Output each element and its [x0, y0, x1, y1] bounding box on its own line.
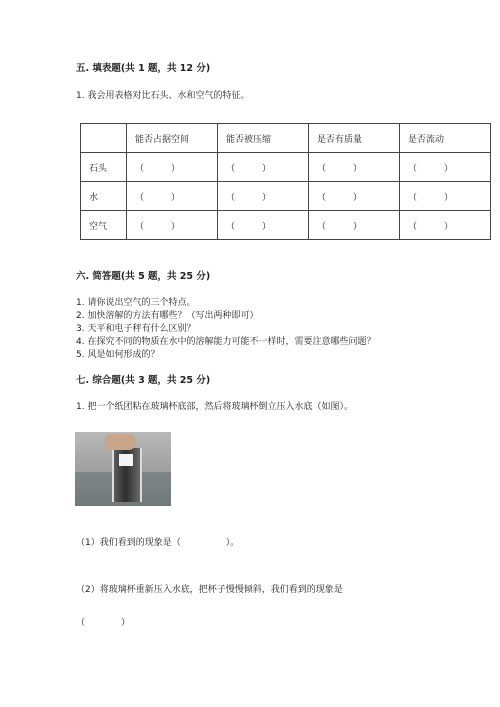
answer-blank[interactable]: （ ） [309, 211, 400, 240]
row-label: 空气 [81, 211, 127, 240]
answer-blank[interactable]: （ ） [400, 153, 491, 182]
question-6-4: 4. 在探究不同的物质在水中的溶解能力可能不一样时，需要注意哪些问题？ [76, 337, 376, 347]
section-7-heading: 七. 综合题(共 3 题，共 25 分) [76, 375, 211, 386]
header-cell: 是否有质量 [309, 124, 400, 153]
question-7-1: 1. 把一个纸团粘在玻璃杯底部，然后将玻璃杯倒立压入水底（如图）。 [76, 402, 353, 412]
header-cell [81, 124, 127, 153]
question-6-5: 5. 风是如何形成的？ [76, 350, 160, 360]
answer-blank[interactable]: （ ） [127, 153, 218, 182]
answer-blank[interactable]: （ ） [400, 211, 491, 240]
question-5-1: 1. 我会用表格对比石头、水和空气的特征。 [76, 91, 250, 101]
table-header-row [81, 124, 491, 153]
answer-blank[interactable]: （ ） [400, 182, 491, 211]
hand [105, 434, 135, 450]
answer-blank[interactable]: （ ） [127, 182, 218, 211]
header-cell: 能否占据空间 [127, 124, 218, 153]
glass-in-water-photo [75, 432, 171, 506]
row-label: 水 [81, 182, 127, 211]
sub-question-1: （1）我们看到的现象是（ ）。 [76, 538, 240, 548]
header-cell: 能否被压缩 [218, 124, 309, 153]
question-6-1: 1. 请你说出空气的三个特点。 [76, 298, 196, 308]
answer-blank[interactable]: （ ） [218, 153, 309, 182]
paper-wad [119, 454, 133, 466]
sub-question-2: （2）将玻璃杯重新压入水底，把杯子慢慢倾斜，我们看到的现象是 [76, 585, 343, 595]
comparison-table [80, 123, 491, 240]
table-row [81, 153, 491, 182]
section-6-heading: 六. 简答题(共 5 题，共 25 分) [76, 271, 211, 282]
question-6-2: 2. 加快溶解的方法有哪些？（写出两种即可） [76, 311, 259, 321]
sub-question-2-blank[interactable]: （ ） [76, 618, 131, 628]
row-label: 石头 [81, 153, 127, 182]
answer-blank[interactable]: （ ） [309, 153, 400, 182]
table-row [81, 211, 491, 240]
answer-blank[interactable]: （ ） [127, 211, 218, 240]
answer-blank[interactable]: （ ） [218, 211, 309, 240]
answer-blank[interactable]: （ ） [218, 182, 309, 211]
answer-blank[interactable]: （ ） [309, 182, 400, 211]
section-5-heading: 五. 填表题(共 1 题，共 12 分) [76, 63, 211, 74]
question-6-3: 3. 天平和电子秤有什么区别？ [76, 324, 196, 334]
header-cell: 是否流动 [400, 124, 491, 153]
table-row [81, 182, 491, 211]
